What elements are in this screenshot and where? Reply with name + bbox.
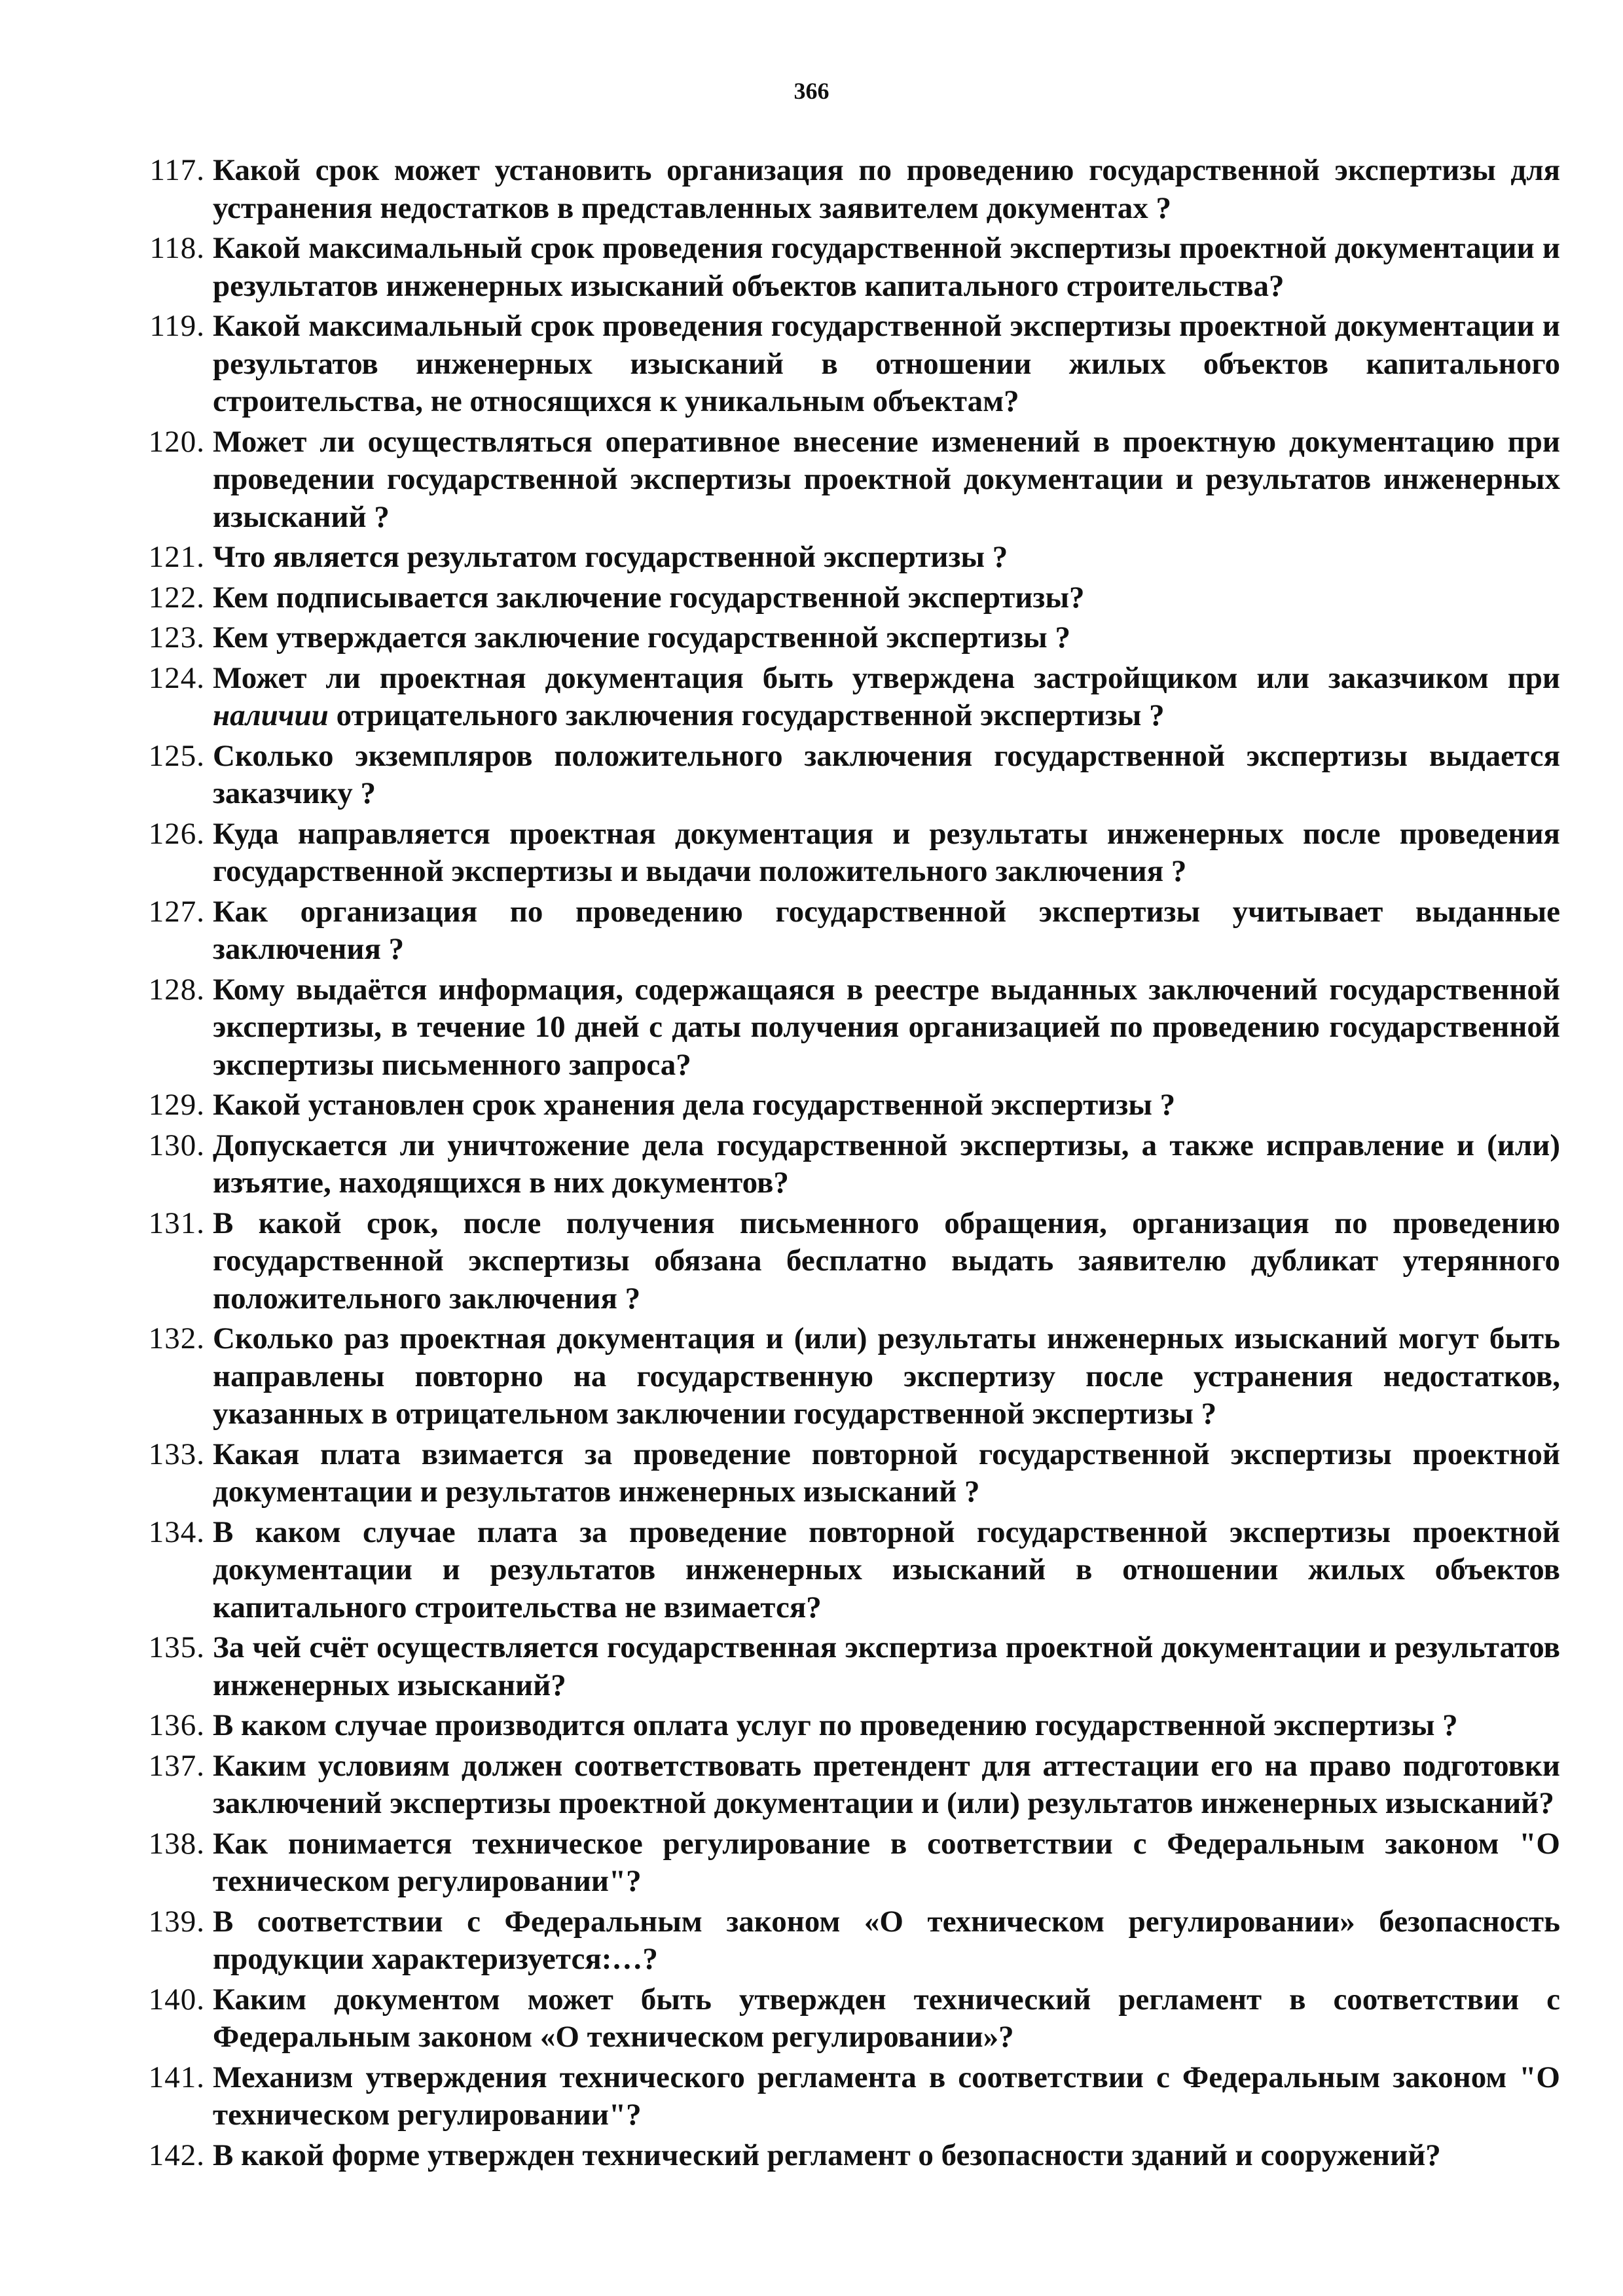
question-item	[148, 423, 1560, 537]
question-text: Кем утверждается заключение государственной экспертизы ?	[213, 620, 1070, 655]
question-number: 126.	[148, 816, 205, 851]
question-number: 133.	[148, 1437, 205, 1471]
question-item	[148, 1707, 1560, 1745]
question-text: Механизм утверждения технического регламента в соответствии с Федеральным законом "О техническом регулировании"?	[213, 2060, 1560, 2132]
question-text: В каком случае производится оплата услуг по проведению государственной экспертизы ?	[213, 1708, 1458, 1742]
question-list	[148, 152, 1560, 2174]
question-text: Кем подписывается заключение государственной экспертизы?	[213, 580, 1085, 615]
question-item	[148, 1629, 1560, 1704]
question-item	[148, 1320, 1560, 1433]
question-item	[149, 152, 1560, 227]
question-number: 136.	[148, 1708, 205, 1742]
question-text: Сколько раз проектная документация и (или) результаты инженерных изысканий могут быть направлены повторно на государственную экспертизу после устранения недостатков, указанных в отрицательном заключении государственной экспертизы ?	[213, 1321, 1560, 1431]
question-text: Как организация по проведению государственной экспертизы учитывает выданные заключения ?	[213, 894, 1560, 966]
question-number: 125.	[148, 738, 205, 773]
question-number: 132.	[148, 1321, 205, 1355]
question-item	[148, 1981, 1560, 2056]
question-text: Что является результатом государственной экспертизы ?	[213, 540, 1008, 574]
question-text: Какой установлен срок хранения дела государственной экспертизы ?	[213, 1088, 1176, 1122]
question-item	[148, 2137, 1560, 2175]
question-number: 124.	[148, 660, 205, 695]
question-text-italic: наличии	[213, 698, 329, 732]
question-text: В соответствии с Федеральным законом «О техническом регулировании» безопасность продукции характеризуется:…?	[213, 1904, 1560, 1976]
question-text	[213, 660, 1560, 735]
question-item	[148, 2059, 1560, 2134]
question-text: За чей счёт осуществляется государственная экспертиза проектной документации и результатов инженерных изысканий?	[213, 1630, 1560, 1702]
question-number: 122.	[148, 580, 205, 615]
question-text: Какой срок может установить организация по проведению государственной экспертизы для устранения недостатков в представленных заявителем документах ?	[213, 153, 1560, 225]
question-text: В каком случае плата за проведение повторной государственной экспертизы проектной документации и результатов инженерных изысканий в отношении жилых объектов капитального строительства не взимается?	[213, 1515, 1560, 1624]
question-text: Какой максимальный срок проведения государственной экспертизы проектной документации и результатов инженерных изысканий в отношении жилых объектов капитального строительства, не относящихся к уникальным объектам?	[213, 309, 1560, 418]
question-item	[148, 539, 1560, 577]
question-item	[148, 579, 1560, 617]
question-text: В какой срок, после получения письменного обращения, организация по проведению государственной экспертизы обязана бесплатно выдать заявителю дубликат утерянного положительного заключения ?	[213, 1206, 1560, 1316]
question-number: 127.	[148, 894, 205, 929]
question-number: 118.	[149, 231, 205, 265]
question-text: Как понимается техническое регулирование в соответствии с Федеральным законом "О техническом регулировании"?	[213, 1826, 1560, 1898]
question-text: Какой максимальный срок проведения государственной экспертизы проектной документации и результатов инженерных изысканий объектов капитального строительства?	[213, 231, 1560, 303]
question-item	[148, 619, 1560, 657]
question-number: 141.	[148, 2060, 205, 2094]
question-number: 138.	[148, 1826, 205, 1861]
question-number: 134.	[148, 1515, 205, 1549]
question-text: Может ли осуществляться оперативное внесение изменений в проектную документацию при проведении государственной экспертизы проектной документации и результатов инженерных изысканий ?	[213, 424, 1560, 534]
question-number: 135.	[148, 1630, 205, 1664]
question-item	[148, 1903, 1560, 1979]
question-item	[148, 893, 1560, 969]
question-number: 137.	[148, 1748, 205, 1783]
question-item	[148, 1748, 1560, 1823]
question-item	[148, 1514, 1560, 1627]
question-text: Какая плата взимается за проведение повторной государственной экспертизы проектной документации и результатов инженерных изысканий ?	[213, 1437, 1560, 1509]
question-number: 131.	[148, 1206, 205, 1240]
question-number: 140.	[148, 1982, 205, 2017]
question-number: 142.	[148, 2138, 205, 2172]
question-item	[148, 971, 1560, 1085]
question-number: 117.	[149, 153, 205, 187]
question-text: Допускается ли уничтожение дела государственной экспертизы, а также исправление и (или) изъятие, находящихся в них документов?	[213, 1128, 1560, 1200]
question-text: Сколько экземпляров положительного заключения государственной экспертизы выдается заказчику ?	[213, 738, 1560, 810]
question-item	[148, 1086, 1560, 1124]
question-item	[148, 816, 1560, 891]
question-item	[148, 1205, 1560, 1318]
question-number: 130.	[148, 1128, 205, 1162]
question-item	[148, 738, 1560, 813]
question-number: 123.	[148, 620, 205, 655]
question-item	[148, 1127, 1560, 1202]
question-text: В какой форме утвержден технический регламент о безопасности зданий и сооружений?	[213, 2138, 1441, 2172]
question-text: Куда направляется проектная документация и результаты инженерных после проведения государственной экспертизы и выдачи положительного заключения ?	[213, 816, 1560, 888]
question-item	[148, 660, 1560, 735]
question-item	[149, 308, 1560, 421]
question-number: 128.	[148, 972, 205, 1007]
page-number: 366	[793, 78, 830, 104]
question-number: 129.	[148, 1088, 205, 1122]
question-text-part: Может ли проектная документация быть утверждена застройщиком или заказчиком при	[213, 660, 1560, 695]
question-text: Каким условиям должен соответствовать претендент для аттестации его на право подготовки заключений экспертизы проектной документации и (или) результатов инженерных изысканий?	[213, 1748, 1560, 1820]
question-number: 120.	[148, 424, 205, 459]
question-item	[148, 1825, 1560, 1901]
question-number: 121.	[148, 540, 205, 574]
question-text: Кому выдаётся информация, содержащаяся в реестре выданных заключений государственной экспертизы, в течение 10 дней с даты получения организацией по проведению государственной экспертизы письменного запроса?	[213, 972, 1560, 1082]
question-item	[149, 230, 1560, 305]
question-number: 119.	[149, 309, 205, 343]
question-text-part: отрицательного заключения государственной экспертизы ?	[328, 698, 1165, 732]
question-item	[148, 1436, 1560, 1511]
question-text: Каким документом может быть утвержден технический регламент в соответствии с Федеральным законом «О техническом регулировании»?	[213, 1982, 1560, 2054]
question-number: 139.	[148, 1904, 205, 1939]
